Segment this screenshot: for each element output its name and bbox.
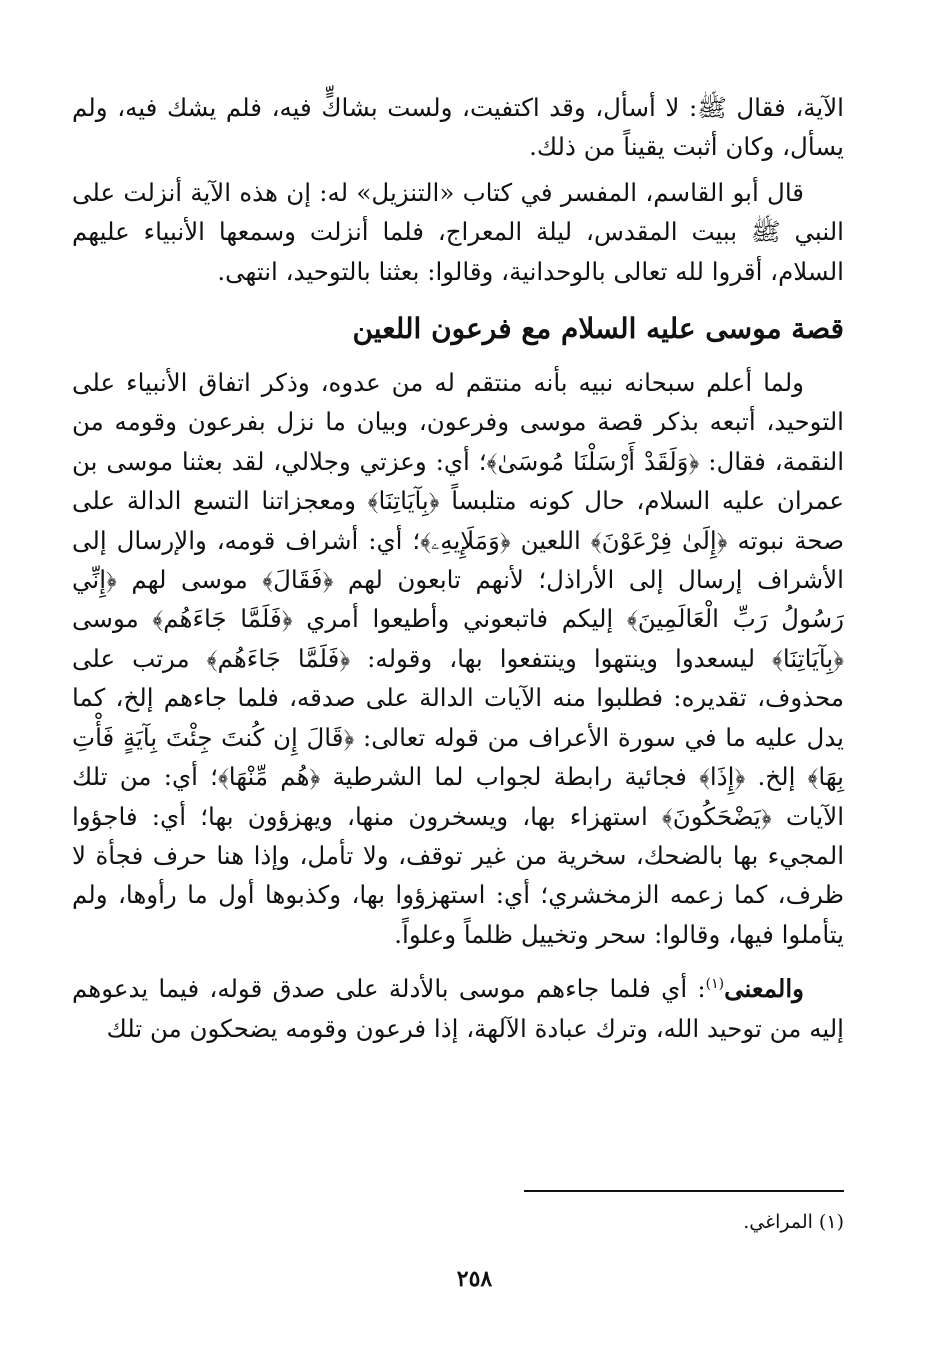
footnote-divider [524, 1190, 844, 1192]
page-number: ٢٥٨ [456, 1266, 493, 1292]
main-text [72, 88, 844, 1063]
footnote-marker: (١) [705, 975, 725, 992]
meaning-text: : أي فلما جاءهم موسى بالأدلة على صدق قوله، فيما يدعوهم إليه من توحيد الله، وترك عبادة الآلهة، إذا فرعون وقومه يضحكون من تلك [72, 974, 844, 1043]
meaning-paragraph [72, 969, 844, 1048]
story-paragraph: ولما أعلم سبحانه نبيه بأنه منتقم له من عدوه، وذكر اتفاق الأنبياء على التوحيد، أتبعه بذكر قصة موسى وفرعون، وبيان ما نزل بفرعون وقومه من النقمة، فقال: ﴿وَلَقَدْ أَرْسَلْنَا مُوسَىٰ﴾؛ أي: وعزتي وجلالي، لقد بعثنا موسى بن عمران عليه السلام، حال كونه متلبساً ﴿بِآيَاتِنَا﴾ ومعجزاتنا التسع الدالة على صحة نبوته ﴿إِلَىٰ فِرْعَوْنَ﴾ اللعين ﴿وَمَلَإِيهِۦ﴾؛ أي: أشراف قومه، والإرسال إلى الأشراف إرسال إلى الأراذل؛ لأنهم تابعون لهم ﴿فَقَالَ﴾ موسى لهم ﴿إِنِّي رَسُولُ رَبِّ الْعَالَمِينَ﴾ إليكم فاتبعوني وأطيعوا أمري ﴿فَلَمَّا جَاءَهُم﴾ موسى ﴿بِآيَاتِنَا﴾ ليسعدوا وينتهوا وينتفعوا بها، وقوله: ﴿فَلَمَّا جَاءَهُم﴾ مرتب على محذوف، تقديره: فطلبوا منه الآيات الدالة على صدقه، فلما جاءهم إلخ، كما يدل عليه ما في سورة الأعراف من قوله تعالى: ﴿قَالَ إِن كُنتَ جِئْتَ بِآيَةٍ فَأْتِ بِهَا﴾ إلخ. ﴿إِذَا﴾ فجائية رابطة لجواب لما الشرطية ﴿هُم مِّنْهَا﴾؛ أي: من تلك الآيات ﴿يَضْحَكُونَ﴾ استهزاء بها، ويسخرون منها، ويهزؤون بها؛ أي: فاجؤوا المجيء بها بالضحك، سخرية من غير توقف، ولا تأمل، وإذا هنا حرف فجأة لا ظرف، كما زعمه الزمخشري؛ أي: استهزؤوا بها، وكذبوها أول ما رأوها، ولم يتأملوا فيها، وقالوا: سحر وتخييل ظلماً وعلواً. [72, 368, 844, 949]
meaning-lead: والمعنى [724, 974, 804, 1004]
abu-alqasim-paragraph: قال أبو القاسم، المفسر في كتاب «التنزيل» له: إن هذه الآية أنزلت على النبي ﷺ ببيت المقدس، ليلة المعراج، فلما أنزلت وسمعها الأنبياء عليهم السلام، أقروا لله تعالى بالوحدانية، وقالوا: بعثنا بالتوحيد، انتهى. [72, 177, 844, 286]
section-heading: قصة موسى عليه السلام مع فرعون اللعين [352, 312, 844, 346]
opening-paragraph: الآية، فقال ﷺ: لا أسأل، وقد اكتفيت، ولست بشاكٍّ فيه، فلم يشك فيه، ولم يسأل، وكان أثبت يقيناً من ذلك. [72, 93, 844, 162]
footnote: (١) المراغي. [743, 1211, 844, 1233]
